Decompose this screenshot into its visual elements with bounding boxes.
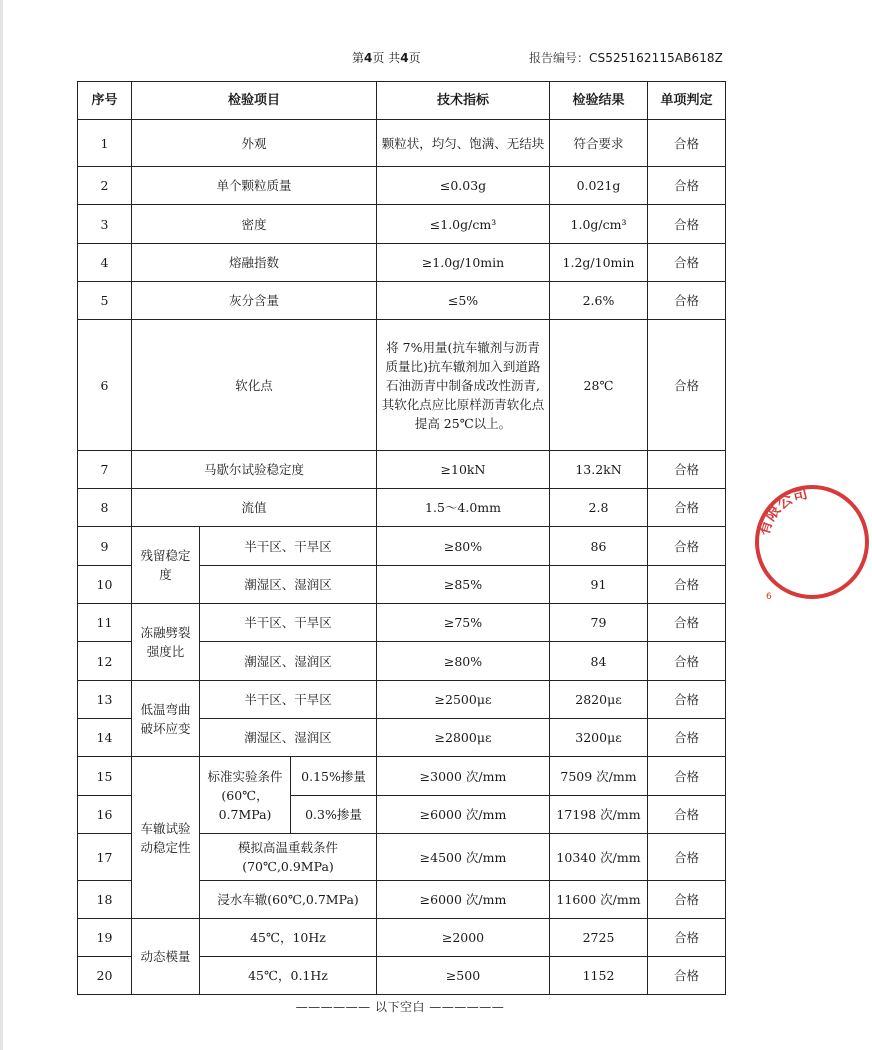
row-spec: ≥10kN xyxy=(377,451,550,489)
row-spec: ≥80% xyxy=(377,527,550,566)
row-result: 13.2kN xyxy=(550,451,648,489)
row-spec: ≤5% xyxy=(377,282,550,320)
row-seq: 9 xyxy=(78,527,132,566)
row-judgment: 合格 xyxy=(648,604,726,642)
group-label-dynamic-modulus: 动态模量 xyxy=(132,919,200,995)
table-row xyxy=(78,320,726,451)
row-result: 2.6% xyxy=(550,282,648,320)
row-judgment: 合格 xyxy=(648,527,726,566)
row-judgment: 合格 xyxy=(648,205,726,244)
row-result: 86 xyxy=(550,527,648,566)
table-row xyxy=(78,919,726,957)
company-seal-stamp xyxy=(752,482,872,602)
table-row xyxy=(78,604,726,642)
row-sub-item: 半干区、干旱区 xyxy=(200,604,377,642)
report-number: 报告编号：CS525162115AB618Z xyxy=(529,51,723,65)
row-item: 马歇尔试验稳定度 xyxy=(132,451,377,489)
row-seq: 3 xyxy=(78,205,132,244)
row-seq: 10 xyxy=(78,566,132,604)
row-spec: ≥500 xyxy=(377,957,550,995)
row-item: 外观 xyxy=(132,120,377,167)
row-judgment: 合格 xyxy=(648,642,726,681)
row-sub-item: 45℃，0.1Hz xyxy=(200,957,377,995)
row-spec: ≥80% xyxy=(377,642,550,681)
row-result: 11600 次/mm xyxy=(550,881,648,919)
row-sub-item: 潮湿区、湿润区 xyxy=(200,642,377,681)
row-result: 2725 xyxy=(550,919,648,957)
row-judgment: 合格 xyxy=(648,719,726,757)
table-row xyxy=(78,527,726,566)
row-seq: 20 xyxy=(78,957,132,995)
row-result: 28℃ xyxy=(550,320,648,451)
row-judgment: 合格 xyxy=(648,566,726,604)
row-judgment: 合格 xyxy=(648,957,726,995)
header-seq: 序号 xyxy=(78,82,132,120)
row-result: 7509 次/mm xyxy=(550,757,648,796)
seal-mark: 6 xyxy=(766,592,772,602)
row-result: 1152 xyxy=(550,957,648,995)
row-result: 1.0g/cm³ xyxy=(550,205,648,244)
group-label-low-temp-strain: 低温弯曲破坏应变 xyxy=(132,681,200,757)
row-seq: 11 xyxy=(78,604,132,642)
row-seq: 1 xyxy=(78,120,132,167)
row-judgment: 合格 xyxy=(648,796,726,834)
row-spec: ≥2800με xyxy=(377,719,550,757)
table-row xyxy=(78,489,726,527)
row-result: 17198 次/mm xyxy=(550,796,648,834)
row-spec: ≥3000 次/mm xyxy=(377,757,550,796)
row-judgment: 合格 xyxy=(648,757,726,796)
subgroup-label-standard-conditions: 标准实验条件(60℃，0.7MPa) xyxy=(200,757,291,834)
row-seq: 15 xyxy=(78,757,132,796)
row-sub-item: 潮湿区、湿润区 xyxy=(200,566,377,604)
table-row xyxy=(78,681,726,719)
header-item: 检验项目 xyxy=(132,82,377,120)
row-item: 流值 xyxy=(132,489,377,527)
row-result: 91 xyxy=(550,566,648,604)
row-spec: 将 7%用量(抗车辙剂与沥青质量比)抗车辙剂加入到道路石油沥青中制备成改性沥青,其软化点应比原样沥青软化点提高 25℃以上。 xyxy=(377,320,550,451)
row-result: 1.2g/10min xyxy=(550,244,648,282)
row-sub-item: 45℃，10Hz xyxy=(200,919,377,957)
row-sub-item: 半干区、干旱区 xyxy=(200,527,377,566)
table-row xyxy=(78,244,726,282)
row-spec: ≥6000 次/mm xyxy=(377,796,550,834)
group-label-rutting: 车辙试验动稳定性 xyxy=(132,757,200,919)
row-sub-item: 浸水车辙(60℃,0.7MPa) xyxy=(200,881,377,919)
row-judgment: 合格 xyxy=(648,244,726,282)
row-judgment: 合格 xyxy=(648,167,726,205)
row-spec: ≥75% xyxy=(377,604,550,642)
row-result: 2.8 xyxy=(550,489,648,527)
inspection-table xyxy=(77,81,726,995)
row-spec: ≥2500με xyxy=(377,681,550,719)
row-result: 84 xyxy=(550,642,648,681)
row-spec: ≤1.0g/cm³ xyxy=(377,205,550,244)
row-result: 2820με xyxy=(550,681,648,719)
row-seq: 5 xyxy=(78,282,132,320)
row-item: 熔融指数 xyxy=(132,244,377,282)
row-seq: 14 xyxy=(78,719,132,757)
row-seq: 2 xyxy=(78,167,132,205)
row-dosage: 0.3%掺量 xyxy=(291,796,377,834)
group-label-freeze-thaw: 冻融劈裂强度比 xyxy=(132,604,200,681)
row-seq: 12 xyxy=(78,642,132,681)
row-judgment: 合格 xyxy=(648,320,726,451)
row-result: 0.021g xyxy=(550,167,648,205)
row-judgment: 合格 xyxy=(648,282,726,320)
header-spec: 技术指标 xyxy=(377,82,550,120)
row-seq: 7 xyxy=(78,451,132,489)
row-sub-item: 模拟高温重载条件(70℃,0.9MPa) xyxy=(200,834,377,881)
row-result: 3200με xyxy=(550,719,648,757)
row-seq: 13 xyxy=(78,681,132,719)
header-result: 检验结果 xyxy=(550,82,648,120)
row-seq: 6 xyxy=(78,320,132,451)
table-row xyxy=(78,205,726,244)
row-spec: 颗粒状，均匀、饱满、无结块 xyxy=(377,120,550,167)
row-judgment: 合格 xyxy=(648,881,726,919)
row-spec: ≥6000 次/mm xyxy=(377,881,550,919)
row-judgment: 合格 xyxy=(648,451,726,489)
row-spec: 1.5～4.0mm xyxy=(377,489,550,527)
row-judgment: 合格 xyxy=(648,120,726,167)
row-seq: 4 xyxy=(78,244,132,282)
row-spec: ≥2000 xyxy=(377,919,550,957)
row-judgment: 合格 xyxy=(648,919,726,957)
row-item: 灰分含量 xyxy=(132,282,377,320)
table-row xyxy=(78,167,726,205)
row-judgment: 合格 xyxy=(648,681,726,719)
end-of-content-marker: —————— 以下空白 —————— xyxy=(295,1000,505,1014)
row-seq: 18 xyxy=(78,881,132,919)
row-judgment: 合格 xyxy=(648,489,726,527)
row-sub-item: 半干区、干旱区 xyxy=(200,681,377,719)
group-label-residual-stability: 残留稳定度 xyxy=(132,527,200,604)
row-result: 符合要求 xyxy=(550,120,648,167)
row-spec: ≥1.0g/10min xyxy=(377,244,550,282)
table-row xyxy=(78,451,726,489)
table-header-row xyxy=(78,82,726,120)
table-row xyxy=(78,757,726,796)
header-judgment: 单项判定 xyxy=(648,82,726,120)
row-spec: ≤0.03g xyxy=(377,167,550,205)
row-result: 79 xyxy=(550,604,648,642)
row-seq: 16 xyxy=(78,796,132,834)
row-item: 密度 xyxy=(132,205,377,244)
page-edge xyxy=(0,0,3,1050)
row-spec: ≥4500 次/mm xyxy=(377,834,550,881)
row-sub-item: 潮湿区、湿润区 xyxy=(200,719,377,757)
row-result: 10340 次/mm xyxy=(550,834,648,881)
seal-ring xyxy=(757,487,867,597)
row-seq: 8 xyxy=(78,489,132,527)
page-info: 第4页 共4页 xyxy=(352,51,421,65)
row-seq: 17 xyxy=(78,834,132,881)
table-row xyxy=(78,282,726,320)
row-dosage: 0.15%掺量 xyxy=(291,757,377,796)
row-spec: ≥85% xyxy=(377,566,550,604)
row-seq: 19 xyxy=(78,919,132,957)
row-item: 单个颗粒质量 xyxy=(132,167,377,205)
row-judgment: 合格 xyxy=(648,834,726,881)
seal-text: 有限公司 xyxy=(754,483,810,538)
row-item: 软化点 xyxy=(132,320,377,451)
table-row xyxy=(78,120,726,167)
